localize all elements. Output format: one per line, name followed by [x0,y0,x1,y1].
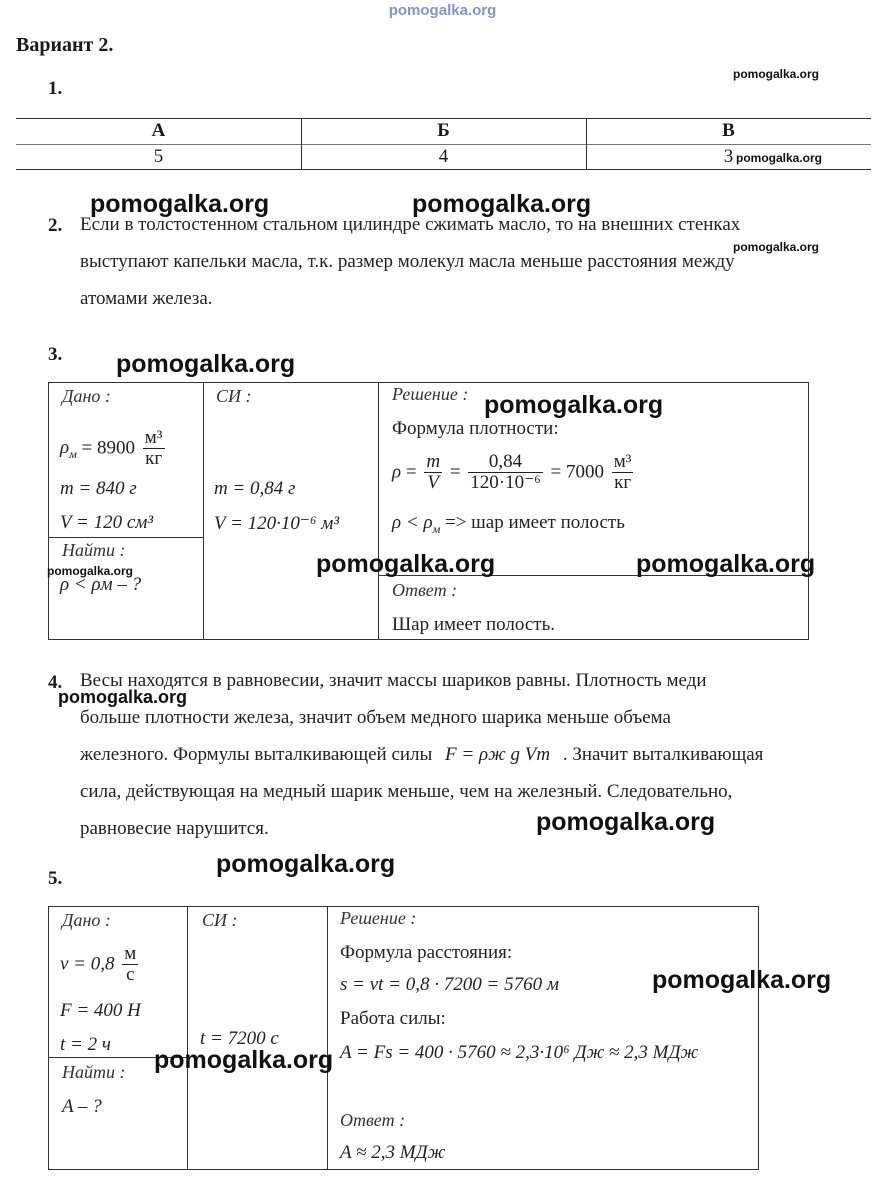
q2-number: 2. [48,215,63,236]
q3-solution-label: Решение : [392,384,469,404]
watermark: pomogalka.org [412,190,592,218]
q5-distance-formula: s = vt = 0,8 · 7200 = 5760 м [340,974,559,995]
q3-density-value: = 8900 [81,437,136,459]
q2-line: атомами железа. [80,288,213,309]
watermark-top: pomogalka.org [388,2,497,19]
q3-formula-title: Формула плотности: [392,418,559,439]
q3-answer: Шар имеет полость. [392,614,555,635]
q3-given-volume: V = 120 см³ [60,512,154,533]
q4-line: равновесие нарушится. [80,818,269,839]
q1-value-a: 5 [153,146,164,167]
q3-si-mass: m = 0,84 г [214,478,296,499]
watermark: pomogalka.org [733,240,820,254]
q2-line: выступают капельки масла, т.к. размер молекул масла меньше расстояния между [80,251,735,272]
q3-density-fraction [468,452,542,494]
q5-si-time: t = 7200 с [200,1028,279,1049]
q5-find-value: A – ? [62,1096,102,1117]
q5-speed-unit [122,944,138,986]
q3-comparison: $\rho < \rho_м$ => шар имеет полость [392,512,625,536]
q3-frac-num: 0,84 [468,452,542,473]
unit-kg: кг [614,471,632,493]
q3-given-mass: m = 840 г [60,478,137,499]
q1-header-a: А [151,120,166,141]
q5-answer-label: Ответ : [340,1110,406,1130]
q5-given-time: t = 2 ч [60,1034,111,1055]
unit-m: м [124,943,137,964]
q3-find-label: Найти : [62,540,126,560]
q2-answer [80,206,870,317]
q5-given-label: Дано : [62,910,111,930]
unit-m3: м³ [144,427,163,448]
q1-header-b: Б [437,120,450,141]
q3-number: 3. [48,344,63,365]
q5-solution-label: Решение : [340,908,417,928]
q5-answer: A ≈ 2,3 МДж [340,1142,446,1163]
q1-value-v: 3 [723,146,734,167]
watermark: pomogalka.org [636,550,816,578]
q4-number: 4. [48,672,63,693]
q3-density-formula: ρ = $\frac{m}{V}$ = $\frac{0,84}{\text{120·10⁻⁶}}$ = 7000 $\frac{\text{м³}}{кг}$ [392,451,632,493]
q1-number: 1. [48,78,63,99]
q3-result: = 7000 [550,461,604,483]
q5-work-title: Работа силы: [340,1008,446,1029]
q3-given-label: Дано : [62,386,111,406]
q4-line: больше плотности железа, значит объем медного шарика меньше объема [80,707,671,728]
q4-formula: F = ρж g Vт [445,744,551,765]
watermark: pomogalka.org [47,564,134,578]
watermark: pomogalka.org [733,67,820,81]
unit-m3: м³ [613,451,632,472]
q5-distance-title: Формула расстояния: [340,942,513,963]
watermark: pomogalka.org [316,550,496,578]
q3-frac-den: 120·10⁻⁶ [470,471,541,493]
watermark: pomogalka.org [484,391,664,419]
q3-given-density: $\rho_м = 8900$ $\frac{\text{м³}}{кг}$ [60,427,163,469]
q1-header-v: В [722,120,735,141]
q5-given-speed [60,944,141,986]
q4-line-text: . Значит выталкивающая [562,744,764,765]
q1-value-b: 4 [438,146,449,167]
q5-speed-value: v = 0,8 [60,953,115,975]
watermark: pomogalka.org [90,190,270,218]
q5-given-force: F = 400 Н [60,1000,141,1021]
q5-table [48,906,759,1170]
page-title: Вариант 2. [16,34,114,56]
watermark: pomogalka.org [652,966,832,994]
q5-work-formula: A = Fs = 400 · 5760 ≈ 2,3·10⁶ Дж ≈ 2,3 МДж [340,1042,699,1063]
q4-line [80,736,870,773]
q3-si-volume: V = 120·10⁻⁶ м³ [214,513,340,534]
q5-find-label: Найти : [62,1062,126,1082]
q5-si-label: СИ : [202,910,238,930]
unit-s: с [126,963,135,985]
watermark: pomogalka.org [116,350,296,378]
watermark: pomogalka.org [736,151,823,165]
q3-comparison-text: => шар имеет полость [444,512,625,533]
watermark: pomogalka.org [58,687,188,707]
watermark: pomogalka.org [154,1046,334,1074]
q3-find-value: ρ < ρм – ? [60,574,142,595]
watermark: pomogalka.org [536,808,716,836]
q2-line: Если в толстостенном стальном цилиндре сжимать масло, то на внешних стенках [80,214,741,235]
q4-answer [80,662,870,847]
q4-line-text: железного. Формулы выталкивающей силы [80,744,433,765]
watermark: pomogalka.org [216,850,396,878]
q3-si-label: СИ : [216,386,252,406]
q3-table [48,382,809,640]
q3-density-unit [143,428,165,470]
q4-line: Весы находятся в равновесии, значит массы шариков равны. Плотность меди [80,670,707,691]
unit-kg: кг [145,447,163,469]
q4-line: сила, действующая на медный шарик меньше, чем на железный. Следовательно, [80,781,733,802]
q5-number: 5. [48,868,63,889]
q3-answer-label: Ответ : [392,580,458,600]
